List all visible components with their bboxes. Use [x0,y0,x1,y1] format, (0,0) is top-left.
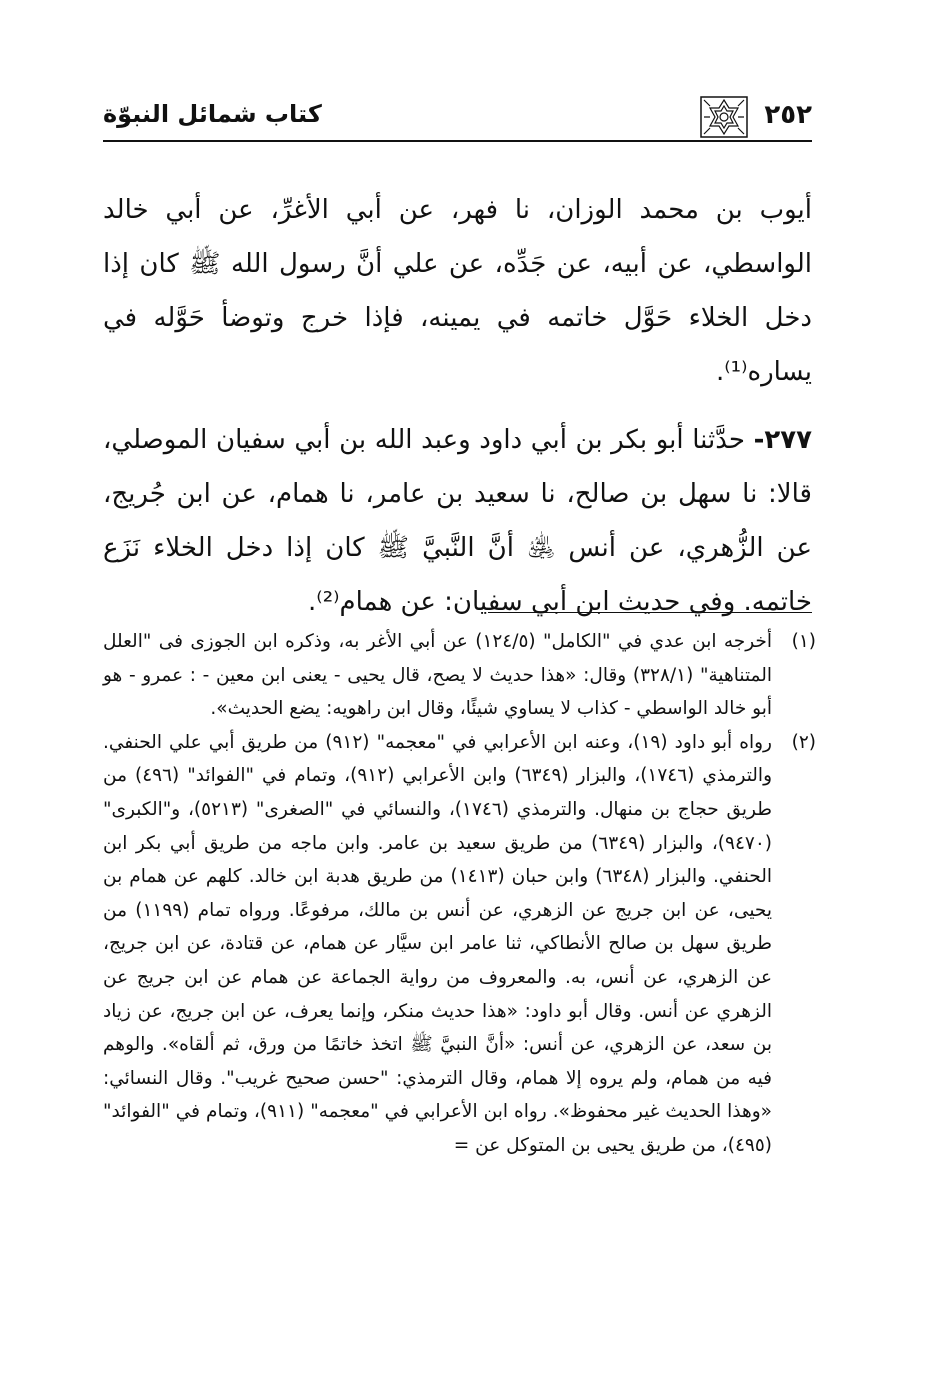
hadith-text: حدَّثنا أبو بكر بن أبي داود وعبد الله بن أبي سفيان الموصلي، قالا: نا سهل بن صالح، نا سعيد بن عامر، نا همام، عن ابن جُريج، عن الزُّهري، عن أنس ﵁ أنَّ النَّبيَّ ﷺ كان إذا دخل الخلاء نَزَع خاتمه. وفي حديث ابن أبي سفيان: عن همام⁽²⁾. [103,425,812,617]
footnote-divider [488,612,812,613]
main-text [103,183,812,643]
footnote-label: (١) [791,631,816,652]
footnote-label: (٢) [791,731,816,753]
footnote-text: أخرجه ابن عدي في "الكامل" (١٢٤/٥) عن أبي الأغر به، وذكره ابن الجوزى فى "العلل المتناهية" (٣٢٨/١) وقال: «هذا حديث لا يصح، قال يحيى - يعنى ابن معين - : عمرو - هو أبو خالد الواسطي - كذاب لا يساوي شيئًا، وقال ابن راهويه: يضع الحديث». [103,631,772,720]
paragraph [103,413,812,629]
footnote [103,625,816,726]
footnote [103,726,816,1163]
geometric-ornament-icon [700,96,748,138]
paragraph: أيوب بن محمد الوزان، نا فهر، عن أبي الأغرِّ، عن أبي خالد الواسطي، عن أبيه، عن جَدِّه، عن علي أنَّ رسول الله ﷺ كان إذا دخل الخلاء حَوَّل خاتمه في يمينه، فإذا خرج وتوضأ حَوَّله في يساره⁽¹⁾. [103,195,812,387]
page-header [103,96,812,140]
hadith-number: ٢٧٧- [753,425,812,455]
header-divider [103,140,812,142]
footnote-text: رواه أبو داود (١٩)، وعنه ابن الأعرابي في "معجمه" (٩١٢) من طريق أبي علي الحنفي. والترمذي (١٧٤٦)، والبزار (٦٣٤٩) وابن الأعرابي (٩١٢)، وتمام في "الفوائد" (٤٩٦) من طريق حجاج بن منهال. والترمذي (١٧٤٦)، والنسائي في "الصغرى" (٥٢١٣)، و"الكبرى" (٩٤٧٠)، والبزار (٦٣٤٩) من طريق سعيد بن عامر. وابن ماجه من طريق أبي بكر ابن الحنفي. والبزار (٦٣٤٨) وابن حبان (١٤١٣) من طريق هدبة ابن خالد. كلهم عن همام بن يحيى، عن ابن جريج عن الزهري، عن أنس بن مالك، مرفوعًا. ورواه تمام (١١٩٩) من طريق سهل بن صالح الأنطاكي، ثنا عامر ابن سيَّار عن همام، عن قتادة، عن ابن جريج، عن الزهري، عن أنس، به. والمعروف من رواية الجماعة عن همام عن ابن جريج عن الزهري عن أنس. وقال أبو داود: «هذا حديث منكر، وإنما يعرف، عن ابن جريج، عن زياد بن سعد، عن الزهري، عن أنس: «أنَّ النبيَّ ﷺ اتخذ خاتمًا من ورق، ثم ألقاه». والوهم فيه من همام، ولم يروه إلا همام، وقال الترمذي: "حسن صحيح غريب". وقال النسائي: «وهذا الحديث غير محفوظ». رواه ابن الأعرابي في "معجمه" (٩١١)، وتمام في "الفوائد" (٤٩٥)، من طريق يحيى بن المتوكل عن = [103,731,773,1156]
book-title: كتاب شمائل النبوّة [103,100,322,128]
footnotes [103,625,816,1163]
page-number: ٢٥٢ [764,100,812,130]
